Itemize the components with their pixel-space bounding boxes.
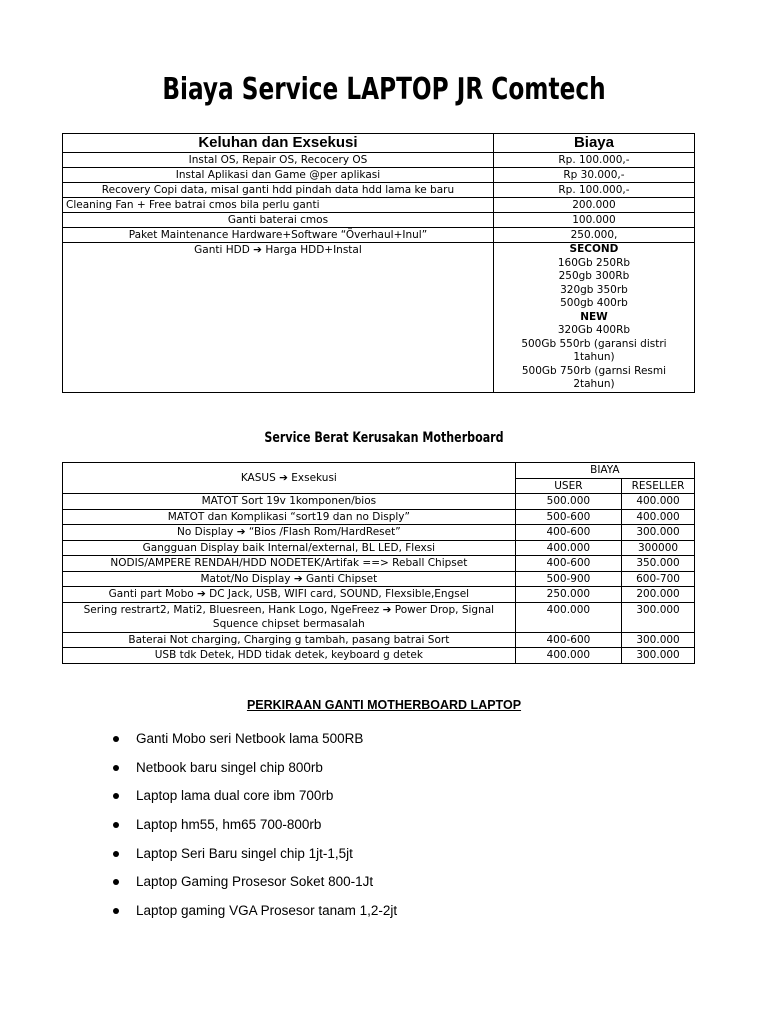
list-item (112, 816, 397, 845)
hdd-line: 320gb 350rb (560, 283, 628, 296)
row-desc: Ganti baterai cmos (63, 213, 494, 228)
list-item (112, 845, 397, 874)
page-title: Biaya Service LAPTOP JR Comtech (162, 72, 606, 107)
row-user-price: 400.000 (515, 648, 621, 664)
header-kasus-label: KASUS (240, 471, 276, 484)
estimate-list (112, 730, 397, 931)
row-cost: Rp. 100.000,- (493, 183, 694, 198)
hdd-line: 1tahun) (573, 351, 615, 363)
row-reseller-price: 300000 (622, 540, 695, 556)
hdd-line: NEW (580, 310, 608, 323)
table-row (63, 587, 695, 603)
row-cost: 250.000, (493, 228, 694, 243)
header-reseller: RESELLER (622, 478, 695, 494)
row-case (63, 587, 516, 603)
table-row (63, 556, 695, 572)
arrow-right-icon: ➔ (253, 244, 262, 256)
table-row (63, 228, 695, 243)
table-row-hdd (63, 243, 695, 393)
hdd-desc-a: Ganti HDD (194, 244, 250, 256)
section-title-motherboard: Service Berat Kerusakan Motherboard (264, 430, 504, 446)
row-case-text: Baterai Not charging, Charging g tambah, pasang batrai Sort (128, 633, 450, 646)
list-item-text: Laptop Gaming Prosesor Soket 800-1Jt (136, 874, 374, 890)
list-item (112, 787, 397, 816)
row-case (63, 571, 516, 587)
row-reseller-price: 400.000 (622, 494, 695, 510)
hdd-line: 500Gb 550rb (garansi distri (521, 337, 667, 350)
row-user-price: 500-600 (515, 509, 621, 525)
arrow-right-icon: ➔ (236, 526, 246, 538)
row-case-text: Gangguan Display baik Internal/external, BL LED, Flexsi (142, 541, 436, 554)
row-case-text: NODIS/AMPERE RENDAH/HDD NODETEK/Artifak ==> Reball Chipset (110, 557, 468, 569)
row-reseller-price: 300.000 (622, 632, 695, 648)
table-row (63, 509, 695, 525)
header-kasus (63, 463, 516, 494)
row-case (63, 602, 516, 632)
row-case-text: No Display (177, 526, 234, 538)
table-row (63, 602, 695, 632)
bullet-icon (113, 822, 119, 828)
arrow-right-icon: ➔ (382, 603, 392, 616)
list-item-text: Laptop lama dual core ibm 700rb (136, 788, 334, 804)
table-row (63, 648, 695, 664)
header-user: USER (515, 478, 621, 494)
row-case-text: Sering restrart2, Mati2, Bluesreen, Hank Logo, NgeFreez (83, 603, 380, 616)
hdd-line: 250gb 300Rb (558, 270, 630, 282)
table-header-row (63, 463, 695, 479)
row-desc: Paket Maintenance Hardware+Software “Överhaul+Inul” (63, 228, 494, 243)
bullet-icon (113, 908, 119, 914)
hdd-desc-b: Harga HDD+Instal (265, 244, 362, 256)
row-cost: 100.000 (493, 213, 694, 228)
hdd-line: SECOND (569, 243, 619, 255)
row-case (63, 632, 516, 648)
row-desc: Instal OS, Repair OS, Recocery OS (63, 153, 494, 168)
row-case-text: Ganti Chipset (306, 572, 378, 585)
row-reseller-price: 300.000 (622, 648, 695, 664)
motherboard-service-table (62, 462, 695, 664)
row-case-text: MATOT Sort 19v 1komponen/bios (201, 495, 377, 507)
row-user-price: 400-600 (515, 556, 621, 572)
hdd-line: 500Gb 750rb (garnsi Resmi (521, 364, 667, 377)
list-item-text: Laptop Seri Baru singel chip 1jt-1,5jt (136, 845, 353, 861)
row-desc: Recovery Copi data, misal ganti hdd pindah data hdd lama ke baru (63, 183, 494, 198)
table-row (63, 153, 695, 168)
row-reseller-price: 350.000 (622, 556, 695, 572)
list-item-text: Laptop gaming VGA Prosesor tanam 1,2-2jt (136, 903, 398, 919)
row-case (63, 648, 516, 664)
row-case (63, 556, 516, 572)
list-item-text: Netbook baru singel chip 800rb (136, 759, 323, 775)
row-reseller-price: 300.000 (622, 525, 695, 541)
header-biaya: Biaya (493, 134, 694, 153)
row-reseller-price: 200.000 (622, 587, 695, 603)
row-cost: 200.000 (493, 198, 694, 213)
row-case-text: “Bios /Flash Rom/HardReset” (248, 526, 401, 538)
table-row (63, 571, 695, 587)
list-item (112, 873, 397, 902)
table-header-row (63, 134, 695, 153)
hdd-price-list (493, 243, 694, 393)
table-row (63, 632, 695, 648)
row-user-price: 400.000 (515, 540, 621, 556)
row-desc: Cleaning Fan + Free batrai cmos bila perlu ganti (63, 198, 494, 213)
row-case-text: Matot/No Display (200, 572, 291, 585)
row-user-price: 400-600 (515, 525, 621, 541)
table-row (63, 540, 695, 556)
row-cost: Rp. 100.000,- (493, 153, 694, 168)
row-case-text: DC Jack, USB, WIFI card, SOUND, Flexsible,Engsel (209, 588, 470, 600)
arrow-right-icon: ➔ (293, 572, 303, 585)
bullet-icon (113, 879, 119, 885)
row-case (63, 509, 516, 525)
service-price-table (62, 133, 695, 393)
table-row (63, 525, 695, 541)
row-user-price: 500.000 (515, 494, 621, 510)
row-case-text: USB tdk Detek, HDD tidak detek, keyboard g detek (154, 649, 423, 661)
bullet-icon (113, 765, 119, 771)
table-row (63, 198, 695, 213)
row-user-price: 400-600 (515, 632, 621, 648)
header-keluhan: Keluhan dan Exsekusi (63, 134, 494, 153)
row-case (63, 540, 516, 556)
bullet-icon (113, 736, 119, 742)
row-case-text: Ganti part Mobo (108, 588, 194, 600)
hdd-line: 160Gb 250Rb (557, 256, 631, 269)
hdd-line: 320Gb 400Rb (557, 324, 631, 336)
row-reseller-price: 400.000 (622, 509, 695, 525)
arrow-right-icon: ➔ (279, 471, 288, 484)
section-title-estimate: PERKIRAAN GANTI MOTHERBOARD LAPTOP (246, 698, 522, 712)
header-exsekusi-label: Exsekusi (291, 471, 337, 484)
row-reseller-price: 300.000 (622, 602, 695, 632)
table-row (63, 213, 695, 228)
row-desc: Instal Aplikasi dan Game @per aplikasi (63, 168, 494, 183)
list-item-text: Ganti Mobo seri Netbook lama 500RB (136, 731, 364, 746)
arrow-right-icon: ➔ (197, 588, 206, 600)
header-biaya: BIAYA (515, 463, 694, 479)
table2-body (63, 494, 695, 664)
row-user-price: 400.000 (515, 602, 621, 632)
hdd-line: 500gb 400rb (560, 297, 628, 309)
list-item (112, 759, 397, 788)
list-item (112, 902, 397, 931)
list-item-text: Laptop hm55, hm65 700-800rb (136, 817, 322, 833)
row-user-price: 500-900 (515, 571, 621, 587)
row-case (63, 494, 516, 510)
row-case-text: Power Drop, Signal Squence chipset bermasalah (212, 603, 495, 630)
row-cost: Rp 30.000,- (493, 168, 694, 183)
bullet-icon (113, 793, 119, 799)
row-desc-hdd (63, 243, 494, 393)
row-case (63, 525, 516, 541)
row-reseller-price: 600-700 (622, 571, 695, 587)
hdd-line: 2tahun) (573, 378, 615, 390)
row-case-text: MATOT dan Komplikasi “sort19 dan no Disply” (167, 510, 410, 523)
table-row (63, 168, 695, 183)
table-row (63, 183, 695, 198)
table-row (63, 494, 695, 510)
list-item (112, 730, 397, 759)
bullet-icon (113, 851, 119, 857)
row-user-price: 250.000 (515, 587, 621, 603)
